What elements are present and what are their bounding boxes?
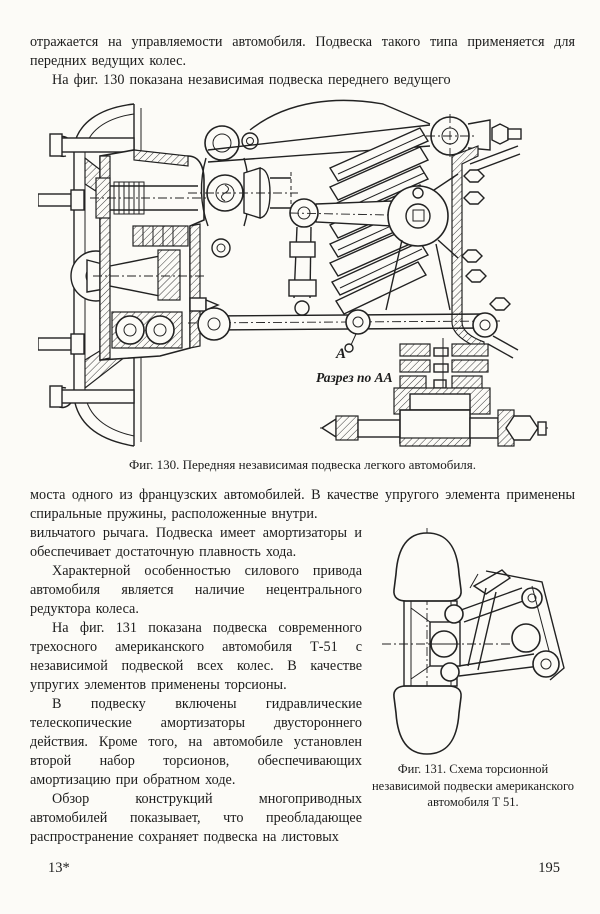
printer-signature: 13* (48, 860, 70, 876)
figure-131-drawing (374, 526, 572, 756)
figure-130-caption: Фиг. 130. Передняя независимая подвеска легкого автомобиля. (128, 457, 476, 472)
figure-131-caption: Фиг. 131. Схема торсионной независимой подвески американского автомобиля Т 51. (371, 762, 575, 809)
figure-130 (30, 98, 575, 473)
figure-130-drawing (38, 98, 568, 450)
page-number: 195 (538, 860, 560, 876)
section-aa-label: Разрез по АА (315, 370, 393, 385)
paragraph: На фиг. 131 показана подвеска современного трехосного американского автомобиля Т-51 с независимой подвеской всех колес. В качестве упругих элементов применены торсионы. (30, 620, 362, 693)
paragraph: В подвеску включены гидравлические телескопические амортизаторы двустороннего действия. Кроме того, на автомобиле установлен второй набор торсионов, обеспечивающих амортизацию при обратном ходе. (30, 696, 362, 788)
page-footer (48, 860, 560, 877)
section-point-label: А (335, 346, 346, 362)
paragraph: На фиг. 130 показана независимая подвеска переднего ведущего (52, 72, 451, 88)
paragraph: Характерной особенностью силового привода автомобиля является наличие нецентрального редуктора колеса. (30, 563, 362, 617)
paragraph: вильчатого рычага. Подвеска имеет амортизаторы и обеспечивает достаточную плавность хода. (30, 525, 362, 560)
paragraph: моста одного из французских автомобилей. В качестве упругого элемента применены спиральные пружины, расположенные внутри. (30, 487, 575, 522)
figure-131 (371, 526, 575, 811)
paragraph: отражается на управляемости автомобиля. Подвеска такого типа применяется для передних ведущих колес. (30, 34, 575, 69)
paragraph: Обзор конструкций многоприводных автомобилей показывает, что преобладающее распространение сохраняет подвеска на листовых (30, 791, 362, 845)
